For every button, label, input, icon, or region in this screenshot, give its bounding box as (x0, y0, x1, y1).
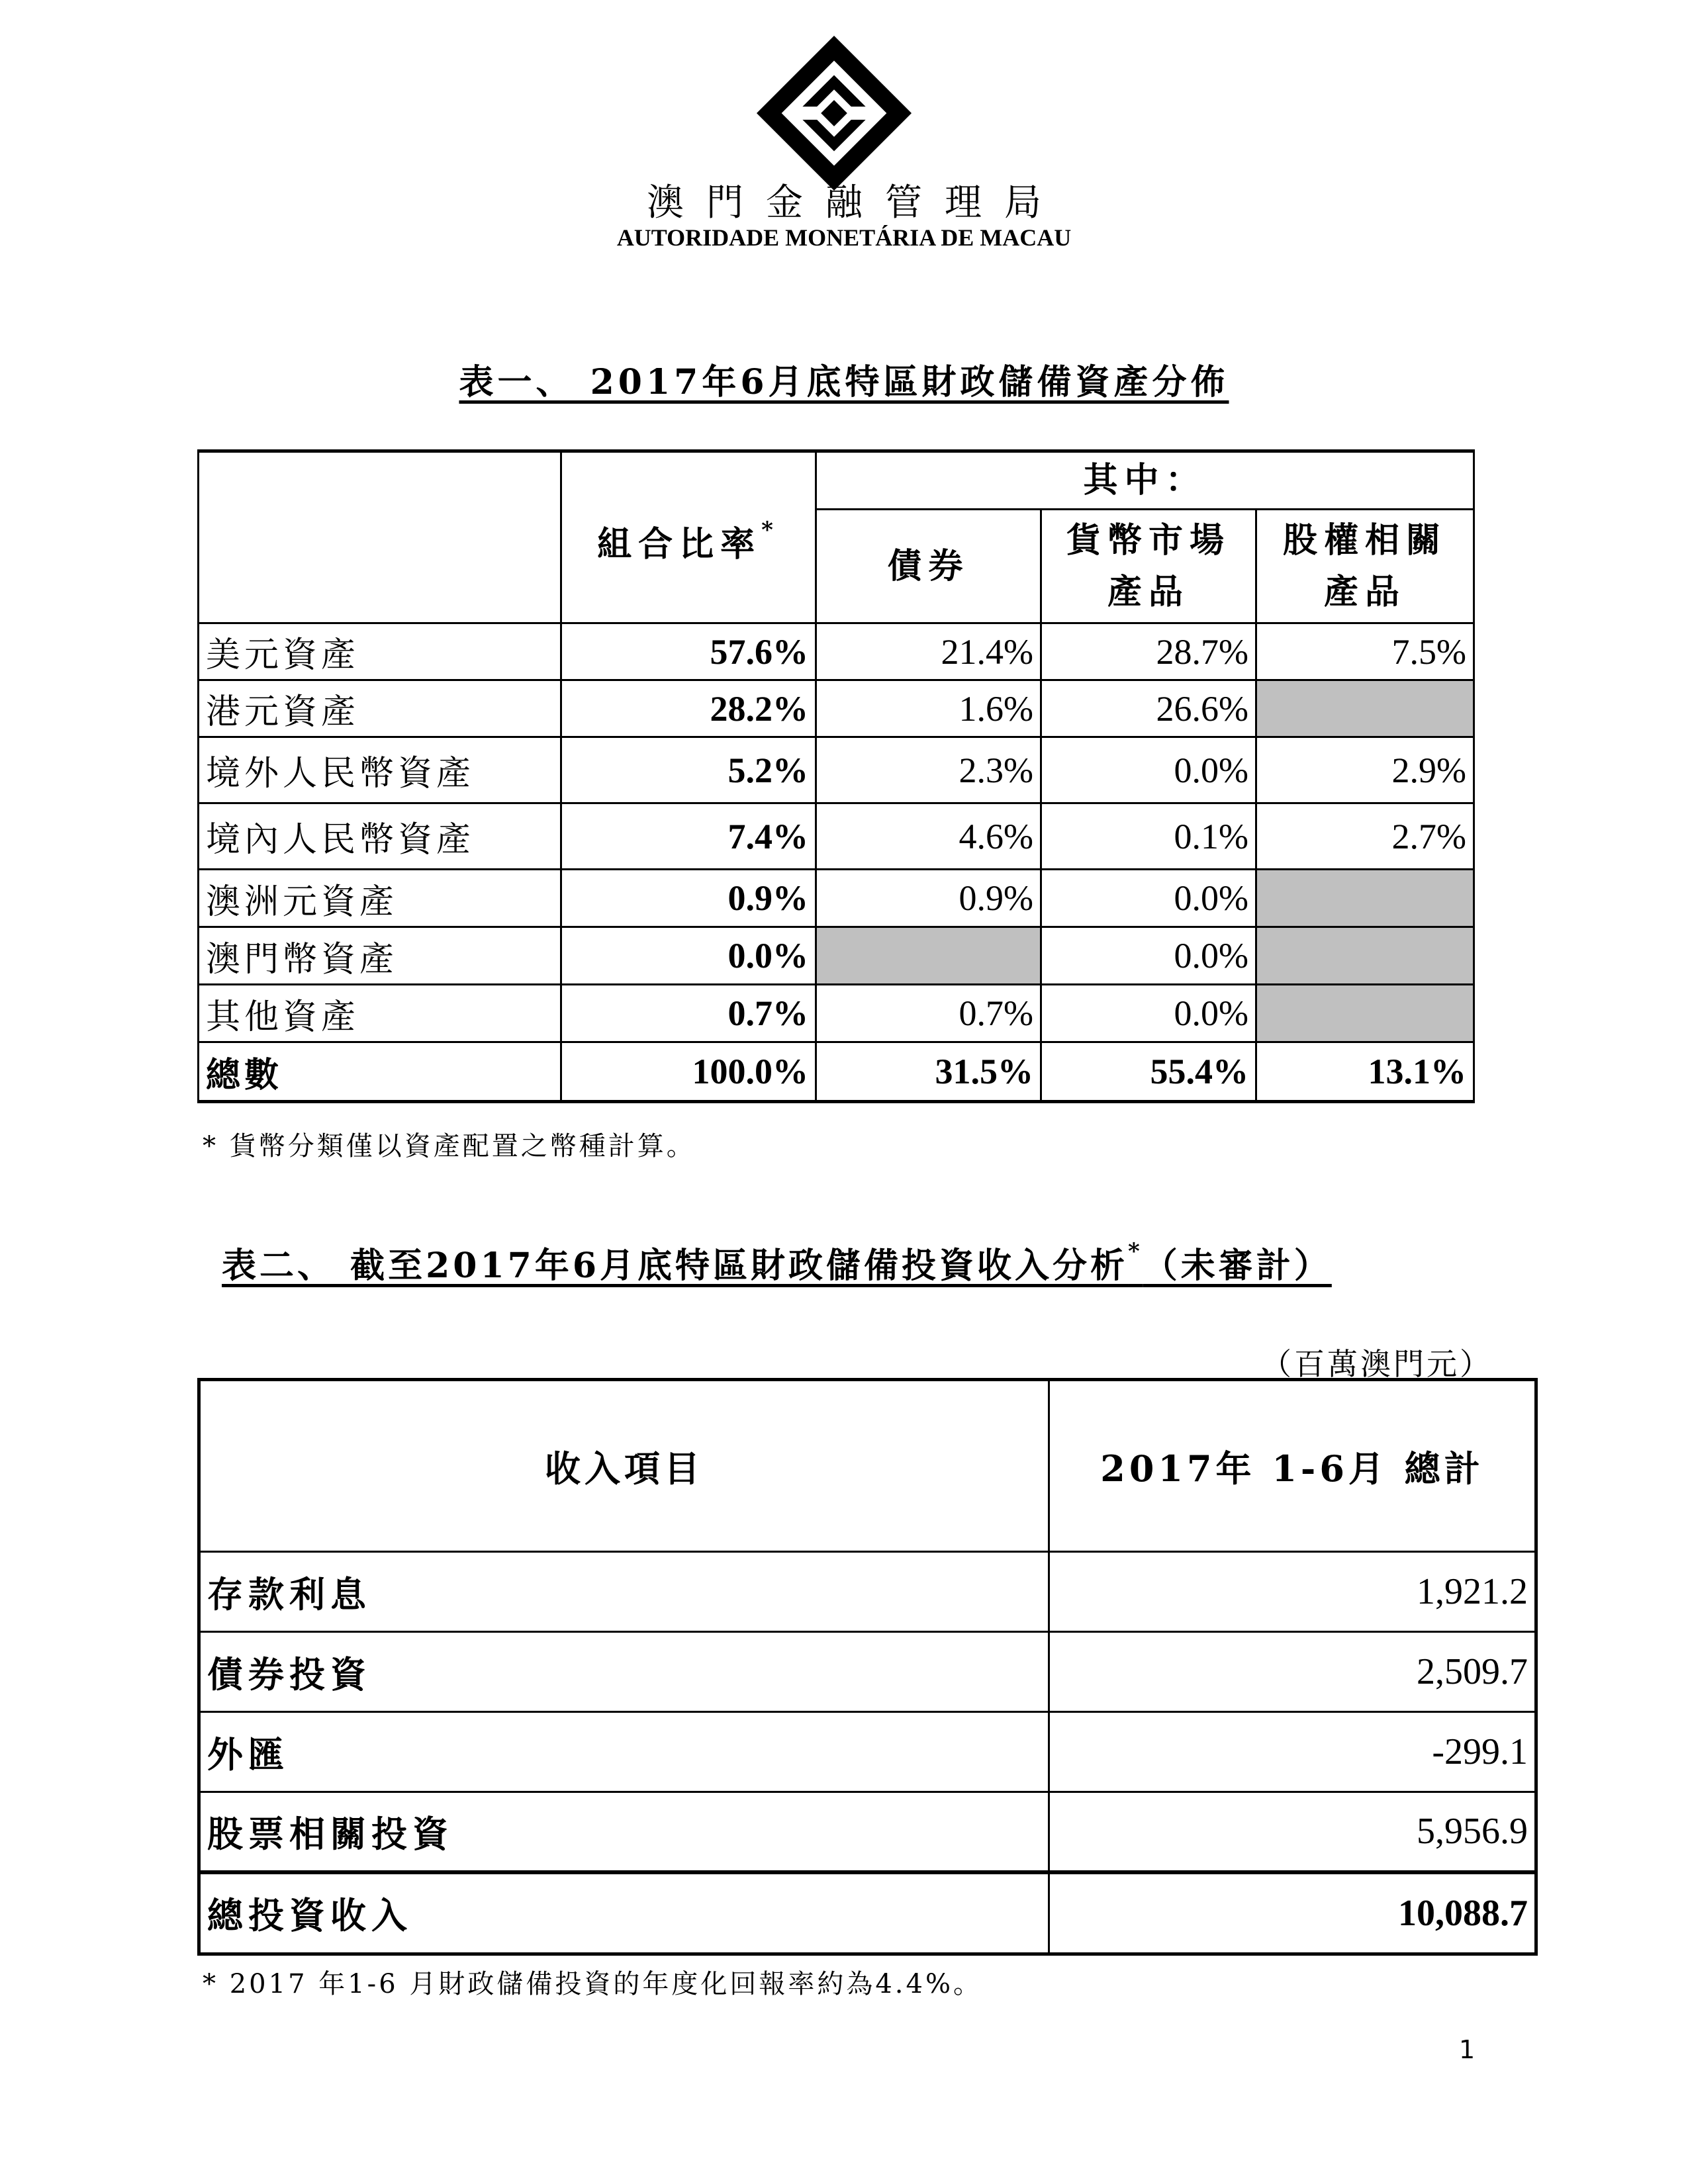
row-label: 澳門幣資產 (199, 927, 561, 985)
asset-distribution-table (197, 449, 1475, 1103)
table-row (199, 870, 1474, 927)
header-bonds: 債券 (816, 510, 1041, 623)
total-equity: 13.1% (1256, 1042, 1474, 1102)
table-row (199, 680, 1474, 737)
table1-title: 表一、 2017年6月底特區財政儲備資產分佈 (459, 362, 1229, 402)
row-label: 澳洲元資產 (199, 870, 561, 927)
header-ratio-mark: * (761, 517, 780, 543)
row-label: 美元資產 (199, 623, 561, 680)
header-money-market-line1: 貨幣市場 (1066, 520, 1231, 561)
bonds-cell: 21.4% (816, 623, 1041, 680)
header-ratio-label: 組合比率 (597, 524, 762, 565)
empty-grey-cell (1256, 680, 1474, 737)
bonds-cell: 4.6% (816, 803, 1041, 870)
header-equity (1256, 510, 1474, 623)
income-value: 1,921.2 (1049, 1552, 1536, 1632)
ratio-cell: 5.2% (561, 737, 816, 803)
total-income-value: 10,088.7 (1049, 1872, 1536, 1954)
table-row (199, 927, 1474, 985)
table1-footnote: * 貨幣分類僅以資產配置之幣種計算。 (203, 1131, 696, 1161)
ratio-cell: 0.9% (561, 870, 816, 927)
amcm-logo-icon (755, 34, 913, 192)
table2-title-suffix: （未審計） (1143, 1246, 1332, 1286)
table-row (199, 1552, 1536, 1632)
table-row (199, 985, 1474, 1042)
total-label: 總數 (199, 1042, 561, 1102)
income-value: 2,509.7 (1049, 1632, 1536, 1712)
table2-title (222, 1238, 1332, 1287)
page-number: 1 (1459, 2035, 1476, 2064)
header-income-item: 收入項目 (199, 1380, 1049, 1552)
table-row (199, 1632, 1536, 1712)
table-row (199, 1712, 1536, 1792)
money-market-cell: 0.0% (1041, 927, 1256, 985)
money-market-cell: 0.0% (1041, 870, 1256, 927)
bonds-cell: 0.7% (816, 985, 1041, 1042)
table-row (199, 803, 1474, 870)
header-money-market (1041, 510, 1256, 623)
empty-grey-cell (816, 927, 1041, 985)
ratio-cell: 57.6% (561, 623, 816, 680)
income-label: 債券投資 (199, 1632, 1049, 1712)
ratio-cell: 7.4% (561, 803, 816, 870)
org-name-portuguese: AUTORIDADE MONETÁRIA DE MACAU (616, 224, 1072, 251)
table2-title-text: 表二、 截至2017年6月底特區財政儲備投資收入分析 (222, 1246, 1129, 1286)
row-label: 港元資產 (199, 680, 561, 737)
money-market-cell: 26.6% (1041, 680, 1256, 737)
income-value: 5,956.9 (1049, 1792, 1536, 1872)
bonds-cell: 2.3% (816, 737, 1041, 803)
table-row (199, 1792, 1536, 1872)
total-money-market: 55.4% (1041, 1042, 1256, 1102)
investment-income-table (197, 1378, 1538, 1956)
total-bonds: 31.5% (816, 1042, 1041, 1102)
money-market-cell: 0.0% (1041, 737, 1256, 803)
income-label: 存款利息 (199, 1552, 1049, 1632)
total-row (199, 1042, 1474, 1102)
row-label: 境內人民幣資產 (199, 803, 561, 870)
equity-cell: 2.7% (1256, 803, 1474, 870)
empty-grey-cell (1256, 927, 1474, 985)
header-money-market-line2: 產品 (1107, 571, 1190, 612)
row-label: 境外人民幣資產 (199, 737, 561, 803)
money-market-cell: 0.1% (1041, 803, 1256, 870)
total-income-label: 總投資收入 (199, 1872, 1049, 1954)
ratio-cell: 0.7% (561, 985, 816, 1042)
income-label: 股票相關投資 (199, 1792, 1049, 1872)
org-name-chinese: 澳門金融管理局 (647, 181, 1064, 224)
ratio-cell: 0.0% (561, 927, 816, 985)
bonds-cell: 0.9% (816, 870, 1041, 927)
income-value: -299.1 (1049, 1712, 1536, 1792)
row-label: 其他資產 (199, 985, 561, 1042)
money-market-cell: 0.0% (1041, 985, 1256, 1042)
header-of-which: 其中： (816, 451, 1474, 510)
equity-cell: 2.9% (1256, 737, 1474, 803)
header-equity-line1: 股權相關 (1282, 520, 1447, 561)
income-label: 外匯 (199, 1712, 1049, 1792)
table-row (199, 737, 1474, 803)
ratio-cell: 28.2% (561, 680, 816, 737)
header-equity-line2: 產品 (1323, 571, 1406, 612)
empty-grey-cell (1256, 985, 1474, 1042)
table2-unit: （百萬澳門元） (1261, 1346, 1493, 1382)
header-period-total: 2017年 1-6月 總計 (1049, 1380, 1536, 1552)
table1-corner-cell (199, 451, 561, 623)
empty-grey-cell (1256, 870, 1474, 927)
table-row (199, 623, 1474, 680)
equity-cell: 7.5% (1256, 623, 1474, 680)
header-ratio (561, 451, 816, 623)
money-market-cell: 28.7% (1041, 623, 1256, 680)
total-ratio: 100.0% (561, 1042, 816, 1102)
table2-title-mark: * (1128, 1238, 1143, 1265)
bonds-cell: 1.6% (816, 680, 1041, 737)
table2-footnote: * 2017 年1-6 月財政儲備投資的年度化回報率約為4.4%。 (203, 1969, 982, 1999)
total-row (199, 1872, 1536, 1954)
